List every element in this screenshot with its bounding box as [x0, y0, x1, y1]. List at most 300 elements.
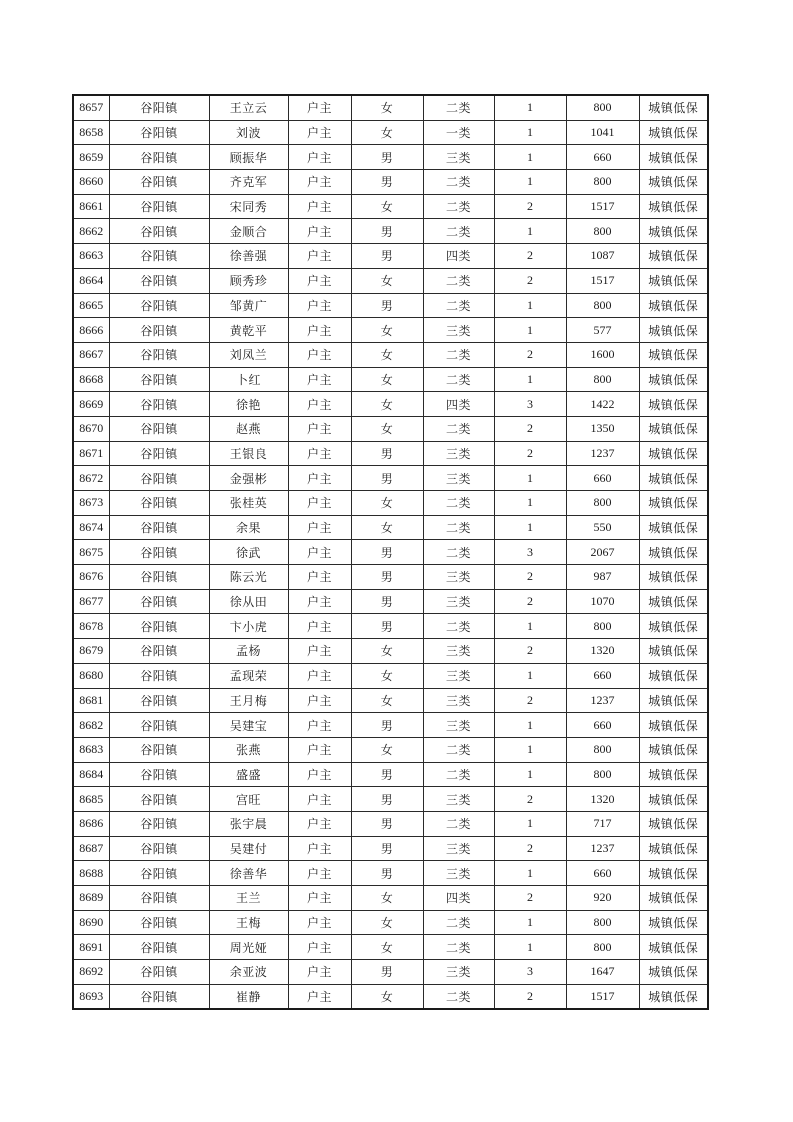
- cell-person-count: 1: [494, 737, 566, 762]
- table-row: [73, 515, 708, 540]
- cell-name: 宋同秀: [209, 194, 288, 219]
- cell-serial-number: 8659: [73, 145, 109, 170]
- table-row: [73, 688, 708, 713]
- cell-category: 三类: [423, 145, 494, 170]
- table-row: [73, 811, 708, 836]
- cell-amount: 660: [566, 466, 639, 491]
- cell-assistance-type: 城镇低保: [639, 170, 708, 195]
- cell-category: 二类: [423, 268, 494, 293]
- cell-name: 刘凤兰: [209, 342, 288, 367]
- table-row: [73, 540, 708, 565]
- cell-person-count: 1: [494, 811, 566, 836]
- cell-gender: 女: [351, 268, 423, 293]
- cell-serial-number: 8684: [73, 762, 109, 787]
- cell-serial-number: 8679: [73, 639, 109, 664]
- table-row: [73, 960, 708, 985]
- cell-gender: 男: [351, 861, 423, 886]
- cell-assistance-type: 城镇低保: [639, 565, 708, 590]
- cell-assistance-type: 城镇低保: [639, 589, 708, 614]
- cell-relation: 户主: [288, 441, 351, 466]
- cell-town: 谷阳镇: [109, 342, 209, 367]
- cell-relation: 户主: [288, 886, 351, 911]
- cell-name: 张宇晨: [209, 811, 288, 836]
- cell-amount: 1320: [566, 787, 639, 812]
- table-row: [73, 713, 708, 738]
- cell-town: 谷阳镇: [109, 244, 209, 269]
- cell-assistance-type: 城镇低保: [639, 713, 708, 738]
- cell-name: 余亚波: [209, 960, 288, 985]
- cell-assistance-type: 城镇低保: [639, 120, 708, 145]
- cell-category: 三类: [423, 787, 494, 812]
- cell-gender: 女: [351, 984, 423, 1009]
- cell-category: 一类: [423, 120, 494, 145]
- cell-gender: 女: [351, 935, 423, 960]
- cell-amount: 660: [566, 861, 639, 886]
- cell-amount: 800: [566, 935, 639, 960]
- cell-gender: 男: [351, 589, 423, 614]
- cell-amount: 800: [566, 367, 639, 392]
- table-row: [73, 910, 708, 935]
- cell-amount: 1600: [566, 342, 639, 367]
- cell-gender: 男: [351, 219, 423, 244]
- cell-serial-number: 8670: [73, 416, 109, 441]
- cell-town: 谷阳镇: [109, 318, 209, 343]
- cell-assistance-type: 城镇低保: [639, 861, 708, 886]
- cell-serial-number: 8685: [73, 787, 109, 812]
- cell-gender: 女: [351, 95, 423, 120]
- table-row: [73, 170, 708, 195]
- cell-person-count: 1: [494, 367, 566, 392]
- cell-town: 谷阳镇: [109, 194, 209, 219]
- table-row: [73, 589, 708, 614]
- cell-assistance-type: 城镇低保: [639, 811, 708, 836]
- cell-category: 二类: [423, 614, 494, 639]
- cell-relation: 户主: [288, 762, 351, 787]
- cell-category: 二类: [423, 540, 494, 565]
- cell-serial-number: 8677: [73, 589, 109, 614]
- cell-relation: 户主: [288, 491, 351, 516]
- cell-amount: 1237: [566, 836, 639, 861]
- cell-amount: 800: [566, 491, 639, 516]
- cell-gender: 女: [351, 910, 423, 935]
- cell-relation: 户主: [288, 984, 351, 1009]
- cell-amount: 550: [566, 515, 639, 540]
- table-row: [73, 614, 708, 639]
- cell-amount: 800: [566, 737, 639, 762]
- cell-assistance-type: 城镇低保: [639, 663, 708, 688]
- cell-serial-number: 8689: [73, 886, 109, 911]
- cell-gender: 男: [351, 713, 423, 738]
- cell-gender: 女: [351, 318, 423, 343]
- cell-person-count: 1: [494, 466, 566, 491]
- cell-amount: 800: [566, 762, 639, 787]
- table-row: [73, 120, 708, 145]
- cell-assistance-type: 城镇低保: [639, 836, 708, 861]
- table-row: [73, 737, 708, 762]
- cell-name: 齐克军: [209, 170, 288, 195]
- cell-name: 金顺合: [209, 219, 288, 244]
- cell-town: 谷阳镇: [109, 145, 209, 170]
- cell-relation: 户主: [288, 219, 351, 244]
- cell-relation: 户主: [288, 787, 351, 812]
- cell-amount: 2067: [566, 540, 639, 565]
- cell-serial-number: 8687: [73, 836, 109, 861]
- cell-name: 赵燕: [209, 416, 288, 441]
- cell-relation: 户主: [288, 614, 351, 639]
- table-row: [73, 194, 708, 219]
- cell-category: 三类: [423, 663, 494, 688]
- cell-gender: 男: [351, 836, 423, 861]
- cell-person-count: 1: [494, 491, 566, 516]
- cell-gender: 男: [351, 762, 423, 787]
- cell-person-count: 2: [494, 836, 566, 861]
- cell-assistance-type: 城镇低保: [639, 219, 708, 244]
- cell-category: 二类: [423, 416, 494, 441]
- cell-name: 张燕: [209, 737, 288, 762]
- cell-town: 谷阳镇: [109, 639, 209, 664]
- cell-serial-number: 8690: [73, 910, 109, 935]
- cell-name: 顾秀珍: [209, 268, 288, 293]
- table-row: [73, 762, 708, 787]
- cell-category: 二类: [423, 194, 494, 219]
- cell-person-count: 2: [494, 565, 566, 590]
- cell-name: 刘波: [209, 120, 288, 145]
- cell-person-count: 2: [494, 416, 566, 441]
- cell-category: 三类: [423, 688, 494, 713]
- cell-assistance-type: 城镇低保: [639, 416, 708, 441]
- table-row: [73, 95, 708, 120]
- cell-relation: 户主: [288, 416, 351, 441]
- cell-assistance-type: 城镇低保: [639, 540, 708, 565]
- cell-relation: 户主: [288, 170, 351, 195]
- cell-assistance-type: 城镇低保: [639, 293, 708, 318]
- cell-person-count: 3: [494, 540, 566, 565]
- cell-person-count: 2: [494, 342, 566, 367]
- table-row: [73, 491, 708, 516]
- cell-gender: 男: [351, 441, 423, 466]
- cell-category: 三类: [423, 565, 494, 590]
- cell-name: 孟现荣: [209, 663, 288, 688]
- cell-relation: 户主: [288, 861, 351, 886]
- table-row: [73, 441, 708, 466]
- cell-category: 三类: [423, 861, 494, 886]
- cell-category: 二类: [423, 762, 494, 787]
- table-row: [73, 886, 708, 911]
- cell-gender: 女: [351, 515, 423, 540]
- cell-assistance-type: 城镇低保: [639, 466, 708, 491]
- cell-gender: 女: [351, 663, 423, 688]
- cell-serial-number: 8661: [73, 194, 109, 219]
- cell-town: 谷阳镇: [109, 565, 209, 590]
- cell-category: 二类: [423, 342, 494, 367]
- table-row: [73, 466, 708, 491]
- cell-name: 金强彬: [209, 466, 288, 491]
- cell-town: 谷阳镇: [109, 268, 209, 293]
- cell-person-count: 3: [494, 392, 566, 417]
- cell-gender: 女: [351, 342, 423, 367]
- cell-category: 四类: [423, 244, 494, 269]
- cell-assistance-type: 城镇低保: [639, 342, 708, 367]
- cell-assistance-type: 城镇低保: [639, 515, 708, 540]
- table-row: [73, 244, 708, 269]
- table-row: [73, 935, 708, 960]
- cell-town: 谷阳镇: [109, 367, 209, 392]
- cell-town: 谷阳镇: [109, 392, 209, 417]
- cell-name: 顾振华: [209, 145, 288, 170]
- table-row: [73, 392, 708, 417]
- table-row: [73, 318, 708, 343]
- cell-category: 三类: [423, 639, 494, 664]
- cell-amount: 1517: [566, 268, 639, 293]
- cell-serial-number: 8671: [73, 441, 109, 466]
- cell-serial-number: 8657: [73, 95, 109, 120]
- cell-amount: 1237: [566, 688, 639, 713]
- cell-category: 四类: [423, 392, 494, 417]
- cell-name: 吴建宝: [209, 713, 288, 738]
- cell-amount: 1647: [566, 960, 639, 985]
- cell-amount: 660: [566, 713, 639, 738]
- cell-assistance-type: 城镇低保: [639, 392, 708, 417]
- cell-person-count: 1: [494, 95, 566, 120]
- cell-serial-number: 8683: [73, 737, 109, 762]
- cell-person-count: 1: [494, 663, 566, 688]
- cell-relation: 户主: [288, 713, 351, 738]
- cell-relation: 户主: [288, 836, 351, 861]
- cell-person-count: 1: [494, 910, 566, 935]
- cell-category: 三类: [423, 836, 494, 861]
- cell-assistance-type: 城镇低保: [639, 244, 708, 269]
- cell-town: 谷阳镇: [109, 984, 209, 1009]
- cell-person-count: 2: [494, 194, 566, 219]
- cell-category: 三类: [423, 713, 494, 738]
- cell-category: 二类: [423, 935, 494, 960]
- cell-amount: 1422: [566, 392, 639, 417]
- cell-serial-number: 8665: [73, 293, 109, 318]
- cell-serial-number: 8673: [73, 491, 109, 516]
- cell-person-count: 2: [494, 589, 566, 614]
- cell-person-count: 1: [494, 614, 566, 639]
- cell-amount: 660: [566, 145, 639, 170]
- cell-gender: 男: [351, 614, 423, 639]
- cell-serial-number: 8672: [73, 466, 109, 491]
- cell-serial-number: 8682: [73, 713, 109, 738]
- cell-assistance-type: 城镇低保: [639, 787, 708, 812]
- cell-relation: 户主: [288, 910, 351, 935]
- cell-amount: 800: [566, 219, 639, 244]
- cell-assistance-type: 城镇低保: [639, 688, 708, 713]
- cell-serial-number: 8668: [73, 367, 109, 392]
- cell-assistance-type: 城镇低保: [639, 984, 708, 1009]
- cell-town: 谷阳镇: [109, 737, 209, 762]
- cell-serial-number: 8669: [73, 392, 109, 417]
- cell-assistance-type: 城镇低保: [639, 935, 708, 960]
- cell-relation: 户主: [288, 120, 351, 145]
- cell-gender: 女: [351, 194, 423, 219]
- cell-assistance-type: 城镇低保: [639, 960, 708, 985]
- cell-amount: 987: [566, 565, 639, 590]
- cell-person-count: 2: [494, 268, 566, 293]
- cell-category: 三类: [423, 960, 494, 985]
- table-row: [73, 663, 708, 688]
- table-row: [73, 861, 708, 886]
- cell-amount: 800: [566, 614, 639, 639]
- cell-category: 二类: [423, 737, 494, 762]
- cell-town: 谷阳镇: [109, 466, 209, 491]
- cell-town: 谷阳镇: [109, 515, 209, 540]
- cell-town: 谷阳镇: [109, 293, 209, 318]
- cell-gender: 男: [351, 787, 423, 812]
- cell-serial-number: 8663: [73, 244, 109, 269]
- cell-person-count: 3: [494, 960, 566, 985]
- cell-town: 谷阳镇: [109, 811, 209, 836]
- table-body: [73, 95, 708, 1009]
- cell-serial-number: 8691: [73, 935, 109, 960]
- cell-gender: 男: [351, 293, 423, 318]
- cell-relation: 户主: [288, 737, 351, 762]
- cell-amount: 1041: [566, 120, 639, 145]
- cell-assistance-type: 城镇低保: [639, 95, 708, 120]
- table-row: [73, 293, 708, 318]
- cell-person-count: 2: [494, 244, 566, 269]
- cell-gender: 女: [351, 688, 423, 713]
- cell-person-count: 1: [494, 318, 566, 343]
- cell-gender: 女: [351, 639, 423, 664]
- cell-gender: 女: [351, 367, 423, 392]
- cell-relation: 户主: [288, 318, 351, 343]
- cell-relation: 户主: [288, 293, 351, 318]
- cell-amount: 717: [566, 811, 639, 836]
- cell-town: 谷阳镇: [109, 540, 209, 565]
- cell-name: 盛盛: [209, 762, 288, 787]
- cell-category: 二类: [423, 811, 494, 836]
- cell-relation: 户主: [288, 960, 351, 985]
- cell-name: 宫旺: [209, 787, 288, 812]
- cell-serial-number: 8676: [73, 565, 109, 590]
- cell-assistance-type: 城镇低保: [639, 194, 708, 219]
- cell-name: 崔静: [209, 984, 288, 1009]
- cell-name: 王立云: [209, 95, 288, 120]
- cell-amount: 660: [566, 663, 639, 688]
- cell-serial-number: 8667: [73, 342, 109, 367]
- table-row: [73, 367, 708, 392]
- cell-serial-number: 8675: [73, 540, 109, 565]
- cell-name: 王梅: [209, 910, 288, 935]
- cell-amount: 1517: [566, 984, 639, 1009]
- cell-town: 谷阳镇: [109, 614, 209, 639]
- cell-assistance-type: 城镇低保: [639, 491, 708, 516]
- cell-amount: 1237: [566, 441, 639, 466]
- cell-town: 谷阳镇: [109, 762, 209, 787]
- cell-name: 王兰: [209, 886, 288, 911]
- cell-town: 谷阳镇: [109, 886, 209, 911]
- cell-gender: 女: [351, 737, 423, 762]
- cell-serial-number: 8664: [73, 268, 109, 293]
- cell-relation: 户主: [288, 342, 351, 367]
- cell-category: 三类: [423, 589, 494, 614]
- cell-amount: 920: [566, 886, 639, 911]
- cell-name: 卞小虎: [209, 614, 288, 639]
- cell-amount: 1517: [566, 194, 639, 219]
- cell-assistance-type: 城镇低保: [639, 886, 708, 911]
- cell-town: 谷阳镇: [109, 441, 209, 466]
- table-row: [73, 219, 708, 244]
- cell-town: 谷阳镇: [109, 416, 209, 441]
- cell-gender: 男: [351, 145, 423, 170]
- cell-relation: 户主: [288, 95, 351, 120]
- cell-amount: 800: [566, 910, 639, 935]
- cell-town: 谷阳镇: [109, 688, 209, 713]
- cell-person-count: 1: [494, 861, 566, 886]
- cell-name: 吴建付: [209, 836, 288, 861]
- cell-relation: 户主: [288, 244, 351, 269]
- cell-serial-number: 8686: [73, 811, 109, 836]
- table-row: [73, 565, 708, 590]
- cell-serial-number: 8688: [73, 861, 109, 886]
- cell-category: 三类: [423, 441, 494, 466]
- cell-person-count: 2: [494, 787, 566, 812]
- cell-relation: 户主: [288, 688, 351, 713]
- cell-assistance-type: 城镇低保: [639, 268, 708, 293]
- cell-town: 谷阳镇: [109, 910, 209, 935]
- cell-person-count: 2: [494, 441, 566, 466]
- cell-name: 余果: [209, 515, 288, 540]
- cell-category: 二类: [423, 515, 494, 540]
- cell-name: 周光娅: [209, 935, 288, 960]
- cell-town: 谷阳镇: [109, 219, 209, 244]
- cell-person-count: 1: [494, 935, 566, 960]
- cell-category: 四类: [423, 886, 494, 911]
- cell-gender: 男: [351, 170, 423, 195]
- cell-gender: 女: [351, 886, 423, 911]
- cell-serial-number: 8692: [73, 960, 109, 985]
- cell-town: 谷阳镇: [109, 170, 209, 195]
- cell-gender: 女: [351, 120, 423, 145]
- cell-person-count: 1: [494, 762, 566, 787]
- cell-name: 徐武: [209, 540, 288, 565]
- cell-relation: 户主: [288, 639, 351, 664]
- cell-person-count: 2: [494, 984, 566, 1009]
- cell-serial-number: 8680: [73, 663, 109, 688]
- cell-amount: 1070: [566, 589, 639, 614]
- cell-relation: 户主: [288, 663, 351, 688]
- cell-relation: 户主: [288, 811, 351, 836]
- cell-relation: 户主: [288, 145, 351, 170]
- cell-town: 谷阳镇: [109, 713, 209, 738]
- cell-assistance-type: 城镇低保: [639, 367, 708, 392]
- table-row: [73, 416, 708, 441]
- cell-relation: 户主: [288, 565, 351, 590]
- cell-relation: 户主: [288, 268, 351, 293]
- cell-serial-number: 8681: [73, 688, 109, 713]
- cell-town: 谷阳镇: [109, 95, 209, 120]
- cell-relation: 户主: [288, 540, 351, 565]
- cell-assistance-type: 城镇低保: [639, 614, 708, 639]
- cell-name: 徐善华: [209, 861, 288, 886]
- table-row: [73, 984, 708, 1009]
- cell-gender: 男: [351, 565, 423, 590]
- cell-town: 谷阳镇: [109, 861, 209, 886]
- cell-person-count: 1: [494, 120, 566, 145]
- cell-assistance-type: 城镇低保: [639, 318, 708, 343]
- cell-assistance-type: 城镇低保: [639, 910, 708, 935]
- cell-serial-number: 8674: [73, 515, 109, 540]
- cell-relation: 户主: [288, 515, 351, 540]
- cell-person-count: 1: [494, 515, 566, 540]
- cell-person-count: 2: [494, 688, 566, 713]
- cell-category: 二类: [423, 910, 494, 935]
- cell-serial-number: 8666: [73, 318, 109, 343]
- cell-name: 陈云光: [209, 565, 288, 590]
